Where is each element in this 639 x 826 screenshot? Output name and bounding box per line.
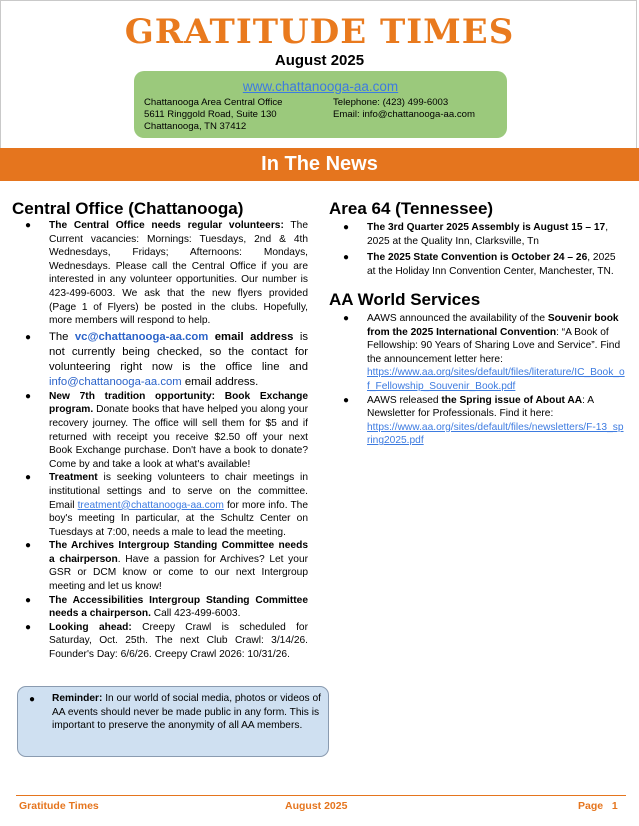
list-item: ● AAWS announced the availability of the Souvenir book from the 2025 International Convention: “A Book of Fellowship: 90 Years of Sharing Love and Service”. Find the announcement letter here: https://www.aa.org/sites/default/files/literature/IC_Book_of_Fellowship_Souvenir_Book.pdf	[343, 313, 625, 392]
literature-link[interactable]: https://www.aa.org/sites/default/files/literature/IC_Book_of_Fellowship_Souvenir_Book.pdf	[367, 367, 625, 392]
footer-divider	[16, 795, 626, 796]
area64-heading: Area 64 (Tennessee)	[329, 199, 494, 218]
issue-date: August 2025	[274, 52, 365, 69]
footer-date: August 2025	[285, 800, 348, 812]
reminder-box	[17, 686, 329, 757]
list-item: ● AAWS released the Spring issue of About AA: A Newsletter for Professionals. Find it here: https://www.aa.org/sites/default/files/newsletters/F-13_spring2025.pdf	[343, 394, 624, 447]
list-item: ● The vc@chattanooga-aa.com email address is not currently being checked, so the contact for volunteering right now is the office line and info@chattanooga-aa.com email address.	[25, 330, 308, 388]
email-link[interactable]: treatment@chattanooga-aa.com	[77, 499, 224, 511]
email-link[interactable]: info@chattanooga-aa.com	[49, 375, 182, 388]
list-item: ● Treatment is seeking volunteers to chair meetings in institutional settings and to serve on the committee. Email treatment@chattanooga-aa.com for more info. The boy's meeting In particular, at the Schultz Center on Tuesdays at 7:00, needs a male to lead the meeting.	[25, 472, 309, 538]
in-the-news-banner: In The News	[0, 148, 639, 181]
list-item: ● The Archives Intergroup Standing Committee needs a chairperson. Have a passion for Archives? Let your GSR or DCM know or come to our next Intergroup meeting and let us know!	[25, 540, 308, 593]
email: Email: info@chattanooga-aa.com	[333, 109, 475, 120]
contact-box	[134, 71, 507, 138]
telephone: Telephone: (423) 499-6003	[333, 97, 449, 108]
newsletter-title: GRATITUDE TIMES	[124, 12, 515, 52]
central-office-heading: Central Office (Chattanooga)	[12, 199, 244, 218]
office-contact	[333, 97, 475, 121]
footer-title: Gratitude Times	[19, 800, 99, 812]
address-line: Chattanooga Area Central Office	[144, 97, 283, 108]
aaws-heading: AA World Services	[329, 290, 481, 309]
area64-list	[343, 221, 625, 278]
central-office-list	[25, 219, 309, 662]
email-link[interactable]: vc@chattanooga-aa.com	[74, 330, 209, 343]
list-item: ● The 2025 State Convention is October 24 – 26, 2025 at the Holiday Inn Convention Center, Manchester, TN.	[343, 252, 616, 277]
list-item: ● Looking ahead: Creepy Crawl is scheduled for Saturday, Oct. 25th. The next Club Crawl: 3/14/26. Founder's Day: 6/6/26. Creepy Crawl 2026: 10/31/26.	[25, 621, 308, 661]
reminder-text: In our world of social media, photos or videos of AA events should never be made public in any form. This is important to preserve the anonymity of all AA members.	[52, 693, 321, 732]
aaws-list	[343, 312, 625, 448]
reminder-label: Reminder:	[52, 693, 103, 704]
list-item: ● New 7th tradition opportunity: Book Exchange program. Donate books that have helped you along your recovery journey. The office will sell them for $5 and if returned with receipt you receive $2.50 off your next Book Exchange purchase. Don't have a book to donate? Come by and take a look at what's available!	[25, 390, 308, 470]
list-item: ● The Central Office needs regular volunteers: The Current vacancies: Mornings: Tuesdays, 2nd & 4th Wednesdays, Fridays; Afternoons: Mondays, Wednesdays. Please call the Central Office if you are interested in any volunteer opportunities. Our number is 423-499-6003. We ask that the new flyers provided (Page 1 of Flyers) be posted in the clubs. Hopefully, more members will respond to help.	[25, 220, 308, 327]
newsletter-link[interactable]: https://www.aa.org/sites/default/files/newsletters/F-13_spring2025.pdf	[367, 421, 624, 447]
list-item: ● The Accessibilities Intergroup Standing Committee needs a chairperson. Call 423-499-6003.	[25, 594, 308, 620]
page-number: Page 1	[578, 800, 618, 812]
website-link[interactable]: www.chattanooga-aa.com	[242, 79, 399, 94]
address-line: Chattanooga, TN 37412	[144, 121, 247, 132]
address-line: 5611 Ringgold Road, Suite 130	[144, 109, 277, 120]
list-item: ● The 3rd Quarter 2025 Assembly is August 15 – 17, 2025 at the Quality Inn, Clarksville, Tn	[343, 222, 609, 247]
office-address	[144, 97, 283, 133]
bullet: ●	[29, 694, 36, 705]
